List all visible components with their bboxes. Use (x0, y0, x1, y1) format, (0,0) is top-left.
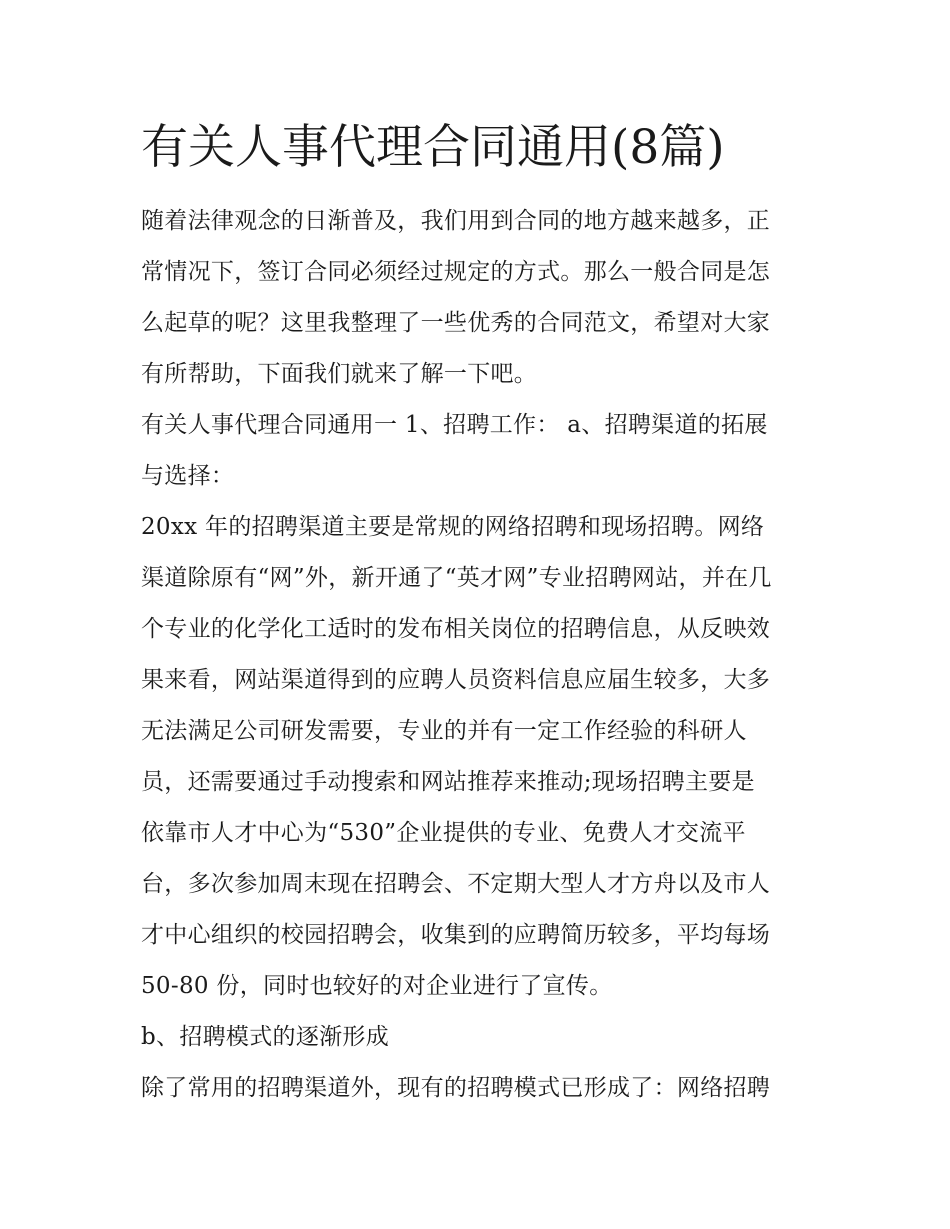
text-line: 有所帮助，下面我们就来了解一下吧。 (141, 361, 538, 387)
text-line: 常情况下，签订合同必须经过规定的方式。那么一般合同是怎 (141, 259, 771, 285)
text-line: 与选择： (141, 463, 235, 489)
text-line: b、招聘模式的逐渐形成 (141, 1024, 390, 1050)
text-line: 渠道除原有“网”外，新开通了“英才网”专业招聘网站，并在几 (141, 565, 772, 591)
text-line: 么起草的呢？这里我整理了一些优秀的合同范文，希望对大家 (141, 310, 771, 336)
text-line: 个专业的化学化工适时的发布相关岗位的招聘信息，从反映效 (141, 616, 771, 642)
text-line: 果来看，网站渠道得到的应聘人员资料信息应届生较多，大多 (141, 667, 771, 693)
text-line: 有关人事代理合同通用一 1、招聘工作： a、招聘渠道的拓展 (141, 412, 768, 438)
text-line: 除了常用的招聘渠道外，现有的招聘模式已形成了：网络招聘 (141, 1075, 771, 1101)
text-line: 才中心组织的校园招聘会，收集到的应聘简历较多，平均每场 (141, 922, 771, 948)
page-title: 有关人事代理合同通用(8篇) (141, 120, 725, 175)
paragraph-subheading-b (141, 1012, 811, 1063)
paragraph-recruitment-models (141, 1063, 811, 1114)
text-line: 员，还需要通过手动搜索和网站推荐来推动;现场招聘主要是 (141, 769, 755, 795)
text-line: 20xx 年的招聘渠道主要是常规的网络招聘和现场招聘。网络 (141, 514, 765, 540)
text-line: 无法满足公司研发需要，专业的并有一定工作经验的科研人 (141, 718, 747, 744)
text-line: 依靠市人才中心为“530”企业提供的专业、免费人才交流平 (141, 820, 746, 846)
paragraph-intro (141, 196, 811, 400)
text-line: 50-80 份，同时也较好的对企业进行了宣传。 (141, 973, 613, 999)
paragraph-recruitment-channels (141, 502, 811, 1012)
text-line: 台，多次参加周末现在招聘会、不定期大型人才方舟以及市人 (141, 871, 771, 897)
paragraph-section-heading (141, 400, 811, 502)
text-line: 随着法律观念的日渐普及，我们用到合同的地方越来越多，正 (141, 208, 771, 234)
document-body (141, 196, 811, 1114)
